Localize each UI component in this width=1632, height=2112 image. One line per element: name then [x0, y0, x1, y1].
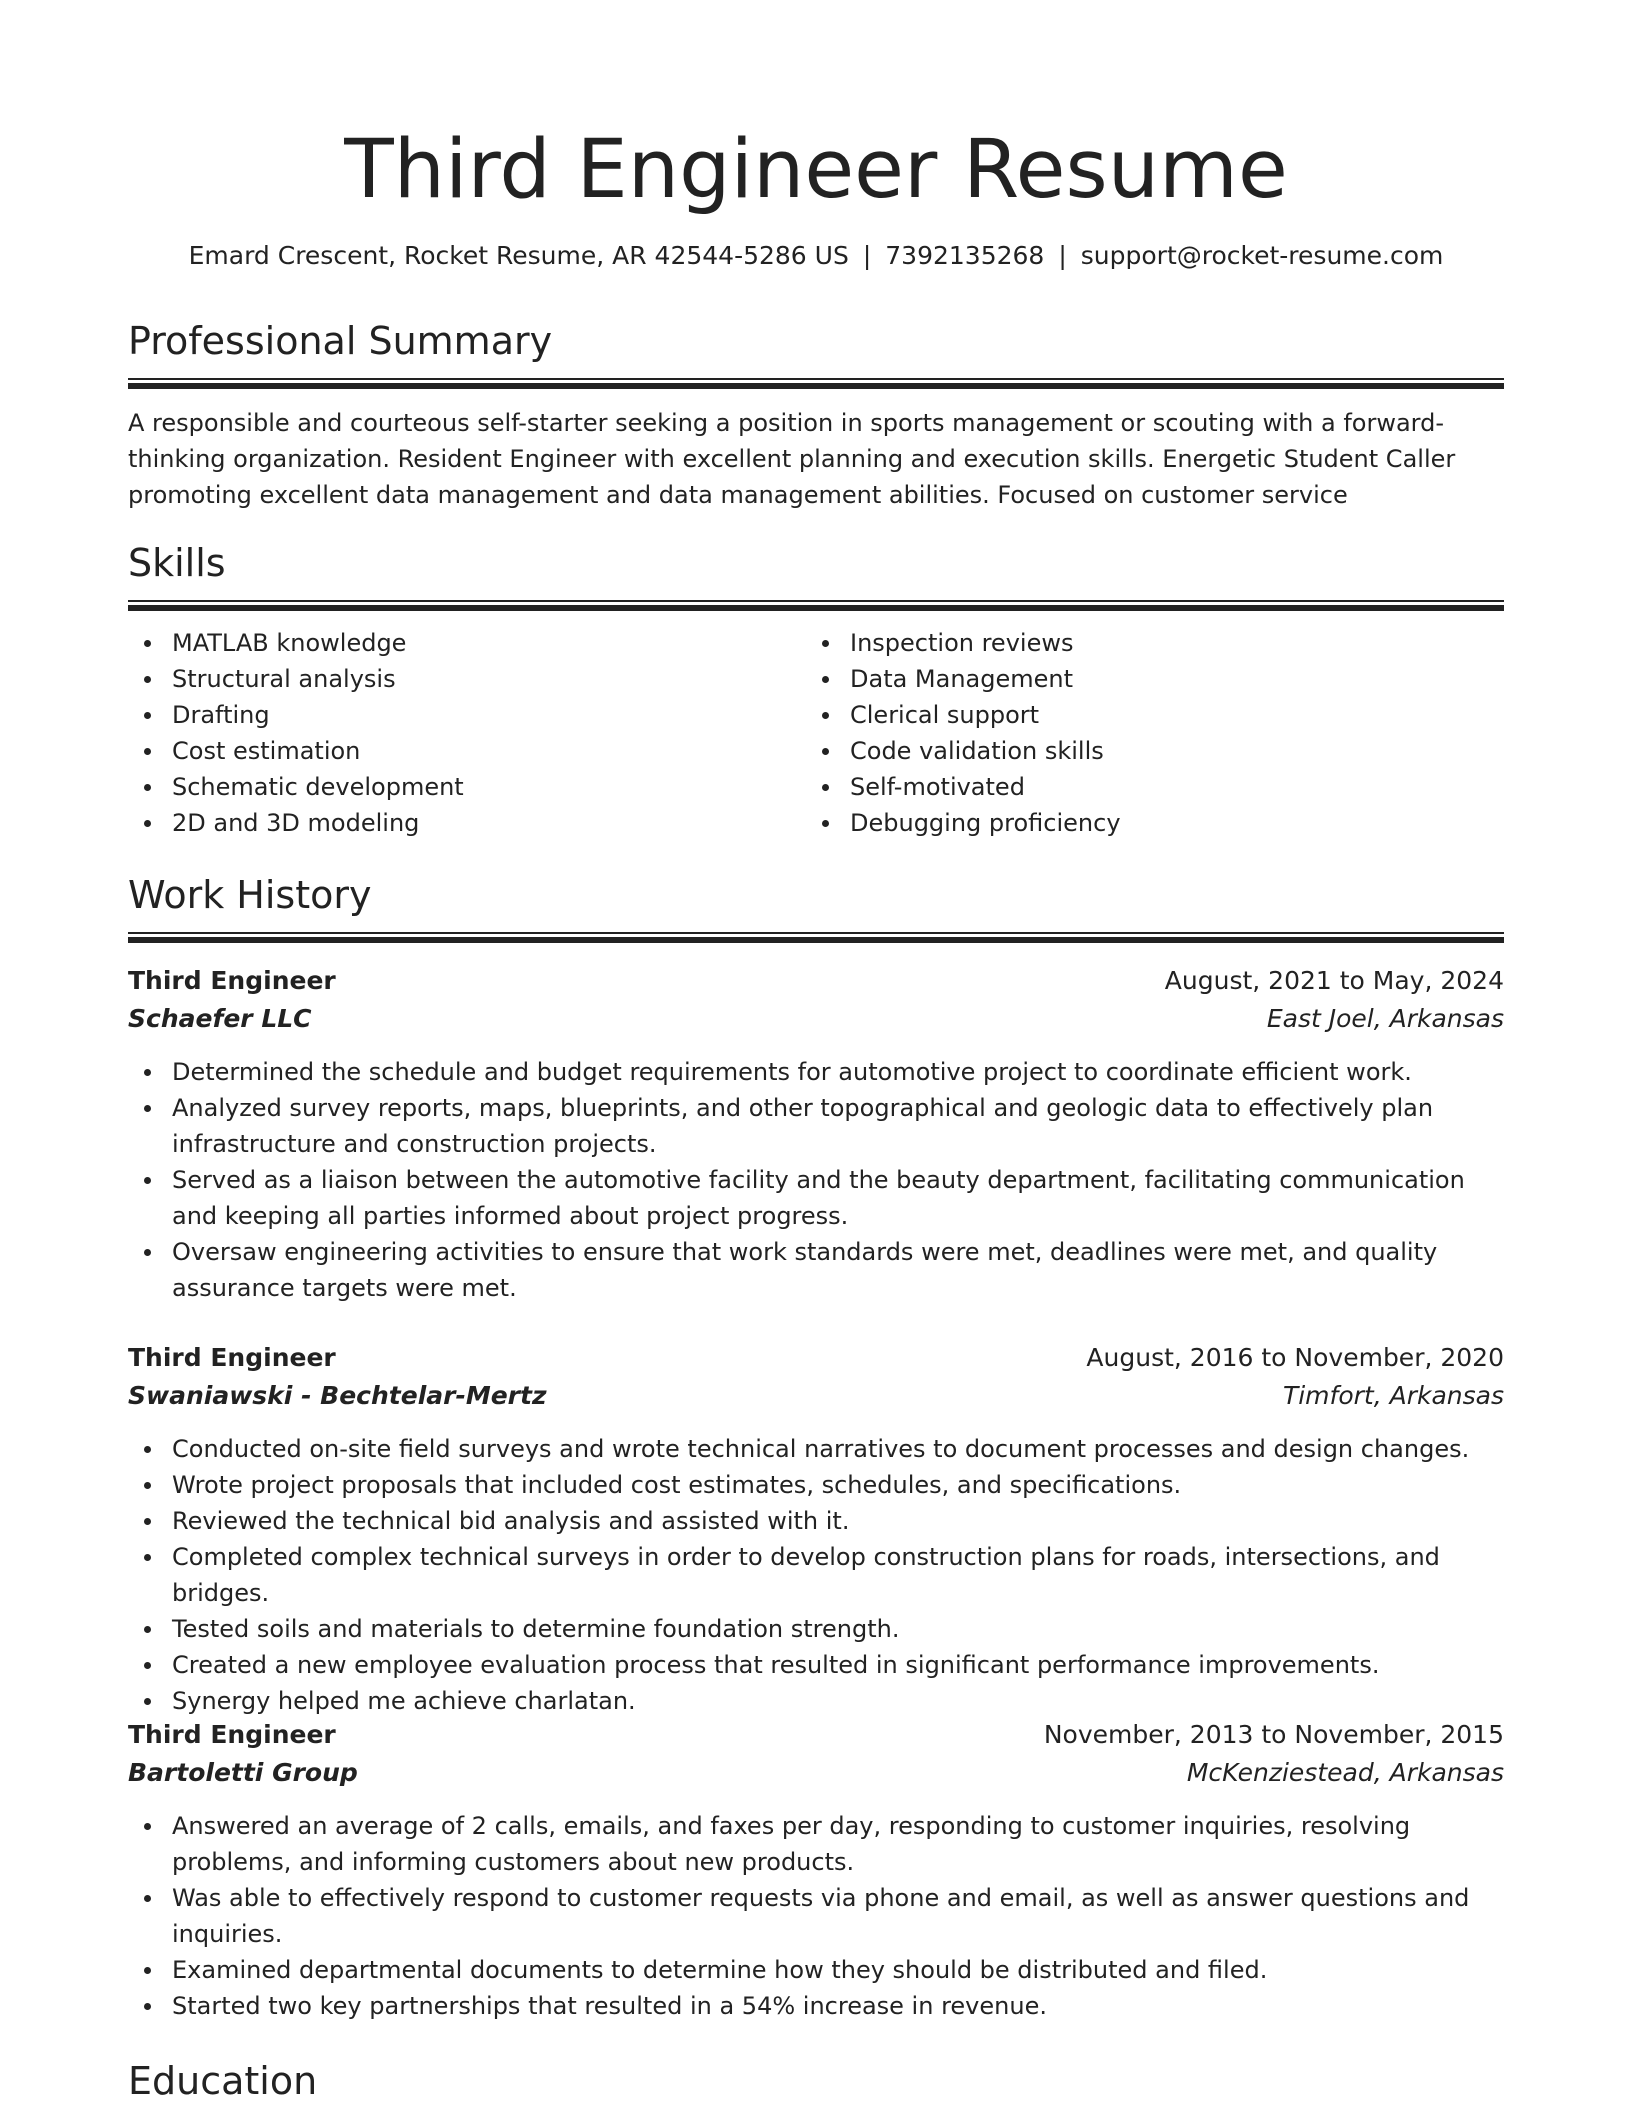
- contact-separator: |: [1058, 241, 1067, 270]
- job-bullet: Conducted on-site field surveys and wrote technical narratives to document processes and design changes.: [172, 1431, 1504, 1467]
- skills-column-left: [128, 625, 806, 841]
- section-divider: [128, 932, 1504, 943]
- job-bullet: Oversaw engineering activities to ensure that work standards were met, deadlines were met, and quality assurance targets were met.: [172, 1234, 1504, 1306]
- skill-item: Debugging proficiency: [850, 805, 1484, 841]
- skill-item: Inspection reviews: [850, 625, 1484, 661]
- section-divider: [128, 600, 1504, 611]
- job-entry: [128, 1339, 1504, 1719]
- skills-heading: Skills: [128, 541, 226, 585]
- job-bullet: Wrote project proposals that included cost estimates, schedules, and specifications.: [172, 1467, 1504, 1503]
- contact-separator: |: [862, 241, 872, 270]
- skill-item: Cost estimation: [172, 733, 806, 769]
- summary-heading: Professional Summary: [128, 319, 553, 363]
- work-history-heading: Work History: [128, 873, 372, 917]
- job-company: Schaefer LLC: [128, 1004, 312, 1033]
- skills-column-right: [806, 625, 1484, 841]
- job-subheader: [128, 1377, 1504, 1415]
- section-divider: [128, 378, 1504, 389]
- job-header: [128, 1339, 1504, 1377]
- job-bullet: Analyzed survey reports, maps, blueprints, and other topographical and geologic data to effectively plan infrastructure and construction projects.: [172, 1090, 1504, 1162]
- job-bullets: [128, 1808, 1504, 2024]
- job-location: Timfort, Arkansas: [1282, 1381, 1504, 1410]
- job-bullet: Determined the schedule and budget requirements for automotive project to coordinate efficient work.: [172, 1054, 1504, 1090]
- job-bullet: Completed complex technical surveys in order to develop construction plans for roads, intersections, and bridges.: [172, 1539, 1504, 1611]
- job-location: McKenziestead, Arkansas: [1186, 1758, 1504, 1787]
- job-location: East Joel, Arkansas: [1266, 1004, 1504, 1033]
- contact-line: [128, 238, 1504, 274]
- job-title: Third Engineer: [128, 1343, 336, 1372]
- summary-text: A responsible and courteous self-starter seeking a position in sports management or scouting with a forward-thinking organization. Resident Engineer with excellent planning and execution skills. Energetic Student Caller promoting excellent data management and data management abilities. Focused on customer service: [128, 409, 1456, 509]
- work-history-section: [128, 870, 1504, 943]
- job-bullet: Answered an average of 2 calls, emails, and faxes per day, responding to customer inquiries, resolving problems, and informing customers about new products.: [172, 1808, 1504, 1880]
- skill-item: Structural analysis: [172, 661, 806, 697]
- job-bullet: Reviewed the technical bid analysis and assisted with it.: [172, 1503, 1504, 1539]
- skill-item: Data Management: [850, 661, 1484, 697]
- job-title: Third Engineer: [128, 966, 336, 995]
- skill-item: Code validation skills: [850, 733, 1484, 769]
- skill-item: 2D and 3D modeling: [172, 805, 806, 841]
- job-bullet: Synergy helped me achieve charlatan.: [172, 1683, 1504, 1719]
- skill-item: MATLAB knowledge: [172, 625, 806, 661]
- job-bullet: Started two key partnerships that resulted in a 54% increase in revenue.: [172, 1988, 1504, 2024]
- resume-title: Third Engineer Resume: [344, 123, 1288, 217]
- skill-item: Schematic development: [172, 769, 806, 805]
- skill-item: Self-motivated: [850, 769, 1484, 805]
- job-bullet: Created a new employee evaluation process that resulted in significant performance improvements.: [172, 1647, 1504, 1683]
- job-dates: August, 2016 to November, 2020: [1086, 1343, 1504, 1372]
- job-title: Third Engineer: [128, 1720, 336, 1749]
- job-subheader: [128, 1000, 1504, 1038]
- contact-phone: 7392135268: [885, 241, 1045, 270]
- summary-section: [128, 316, 1504, 513]
- job-entry: [128, 962, 1504, 1306]
- job-entry: [128, 1716, 1504, 2024]
- job-header: [128, 962, 1504, 1000]
- job-bullets: [128, 1054, 1504, 1306]
- job-dates: November, 2013 to November, 2015: [1043, 1720, 1504, 1749]
- skill-item: Clerical support: [850, 697, 1484, 733]
- job-dates: August, 2021 to May, 2024: [1164, 966, 1504, 995]
- job-company: Bartoletti Group: [128, 1758, 358, 1787]
- job-subheader: [128, 1754, 1504, 1792]
- skills-section: [128, 538, 1504, 841]
- education-heading: Education: [128, 2059, 318, 2103]
- job-bullet: Was able to effectively respond to customer requests via phone and email, as well as answer questions and inquiries.: [172, 1880, 1504, 1952]
- job-bullet: Examined departmental documents to determine how they should be distributed and filed.: [172, 1952, 1504, 1988]
- job-bullet: Served as a liaison between the automotive facility and the beauty department, facilitating communication and keeping all parties informed about project progress.: [172, 1162, 1504, 1234]
- skills-list: [128, 625, 1504, 841]
- education-section: [128, 2056, 1504, 2106]
- job-header: [128, 1716, 1504, 1754]
- contact-address: Emard Crescent, Rocket Resume, AR 42544-5286 US: [188, 241, 849, 270]
- job-bullets: [128, 1431, 1504, 1719]
- job-company: Swaniawski - Bechtelar-Mertz: [128, 1381, 547, 1410]
- contact-email: support@rocket-resume.com: [1080, 241, 1444, 270]
- skill-item: Drafting: [172, 697, 806, 733]
- job-bullet: Tested soils and materials to determine foundation strength.: [172, 1611, 1504, 1647]
